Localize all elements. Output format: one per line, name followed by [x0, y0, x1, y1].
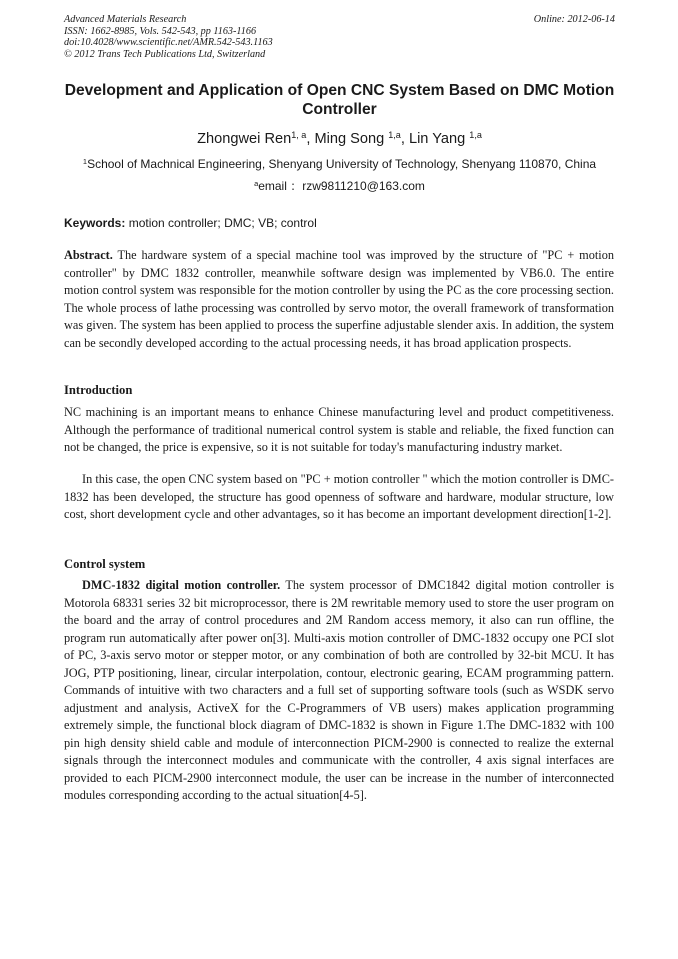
journal-name: Advanced Materials Research: [64, 14, 187, 25]
abstract-text: The hardware system of a special machine tool was improved by the structure of "PC + motion controller" by DMC 1832 controller, meanwhile software design was implemented by VB6.0. The entire motion control system was responsible for the motion controller by using the PC as the core processing section. The whole process of lathe processing was controlled by servo motor, the overall framework of transformation was given. The system has been applied to process the superfine adjustable slender axis. In addition, the system can be secondly developed according to the actual processing needs, it has broad application prospects.: [64, 248, 614, 350]
author-line: [64, 130, 615, 148]
email-text[interactable]: email ：rzw9811210@163.com: [258, 179, 425, 193]
keywords-label: Keywords:: [64, 216, 126, 230]
introduction-heading: Introduction: [64, 383, 133, 397]
introduction-paragraph-1: NC machining is an important means to enhance Chinese manufacturing level and product competitiveness. Although the performance of traditional numerical control system is stable and reliable, the fixed function can not be changed, the price is expensive, so it is not suitable for today's manufacturing industry market.: [64, 405, 614, 454]
copyright-line: © 2012 Trans Tech Publications Ltd, Switzerland: [64, 48, 266, 60]
control-system-text: The system processor of DMC1842 digital motion controller is Motorola 68331 series 32 bit microprocessor, there is 2M rewritable memory used to store the user program on the board and the array of control procedures and 2M Random access memory, it also can run offline, the program run automatically after power on[3]. Multi-axis motion controller of DMC-1832 occupy one PCI slot of PC, 3-axis servo motor or stepper motor, or any combination of both are controlled by 32-bit MCU. It has JOG, PTP positioning, linear, circular interpolation, contour, electronic gearing, ECAM programming pattern. Commands of intuitive with two characters and a full set of supporting software tools (such as WSDK servo adjustment and analysis, ActiveX for the C-Programmers of VB users) makes application programming extremely simple, the functional block diagram of DMC-1832 is shown in Figure 1.The DMC-1832 with 100 pin high density shield cable and module of interconnection PICM-2900 is connected to realize the external signals through the interconnect modules and communicate with the controller, 4 axis signal interfaces are provided to each PICM-2900 interconnect module, the user can be increase in the number of interconnected modules corresponding according to the actual situation[4-5].: [64, 578, 614, 802]
author-name: Ming Song: [314, 131, 389, 147]
issn-line: ISSN: 1662-8985, Vols. 542-543, pp 1163-1166: [64, 25, 257, 37]
abstract: [64, 247, 614, 352]
affiliation: [64, 157, 615, 172]
affiliation-text: School of Machnical Engineering, Shenyang University of Technology, Shenyang 110870, China: [87, 157, 597, 171]
affiliation-mark: 1: [82, 156, 88, 166]
control-system-heading: Control system: [64, 557, 146, 571]
author-affiliation-mark: 1,a: [469, 130, 482, 141]
control-system-paragraph: [64, 577, 614, 805]
author-name: Zhongwei Ren: [197, 131, 292, 147]
keywords-text: motion controller; DMC; VB; control: [125, 216, 317, 230]
email-mark: a: [254, 178, 259, 188]
journal-header: [64, 14, 615, 60]
paper-title: Development and Application of Open CNC System Based on DMC Motion Controller: [64, 82, 615, 118]
abstract-label: Abstract.: [64, 248, 113, 262]
introduction-paragraph-2: In this case, the open CNC system based on "PC + motion controller " which the motion controller is DMC-1832 has been developed, the structure has good openness of software and hardware, modular structure, low cost, short development cycle and other advantages, so it has become an important development direction[1-2].: [64, 472, 615, 521]
control-system-subheading: DMC-1832 digital motion controller.: [82, 578, 281, 592]
contact-email: [64, 179, 615, 194]
author-affiliation-mark: 1,a: [388, 130, 401, 141]
online-date: Online: 2012-06-14: [533, 14, 615, 25]
author-separator: ,: [306, 131, 315, 147]
author-separator: ,: [400, 131, 409, 147]
doi-link[interactable]: doi:10.4028/www.scientific.net/AMR.542-543.1163: [64, 37, 273, 49]
keywords: [64, 216, 615, 231]
author-affiliation-mark: 1, a: [291, 130, 307, 141]
author-name: Lin Yang: [408, 131, 470, 147]
